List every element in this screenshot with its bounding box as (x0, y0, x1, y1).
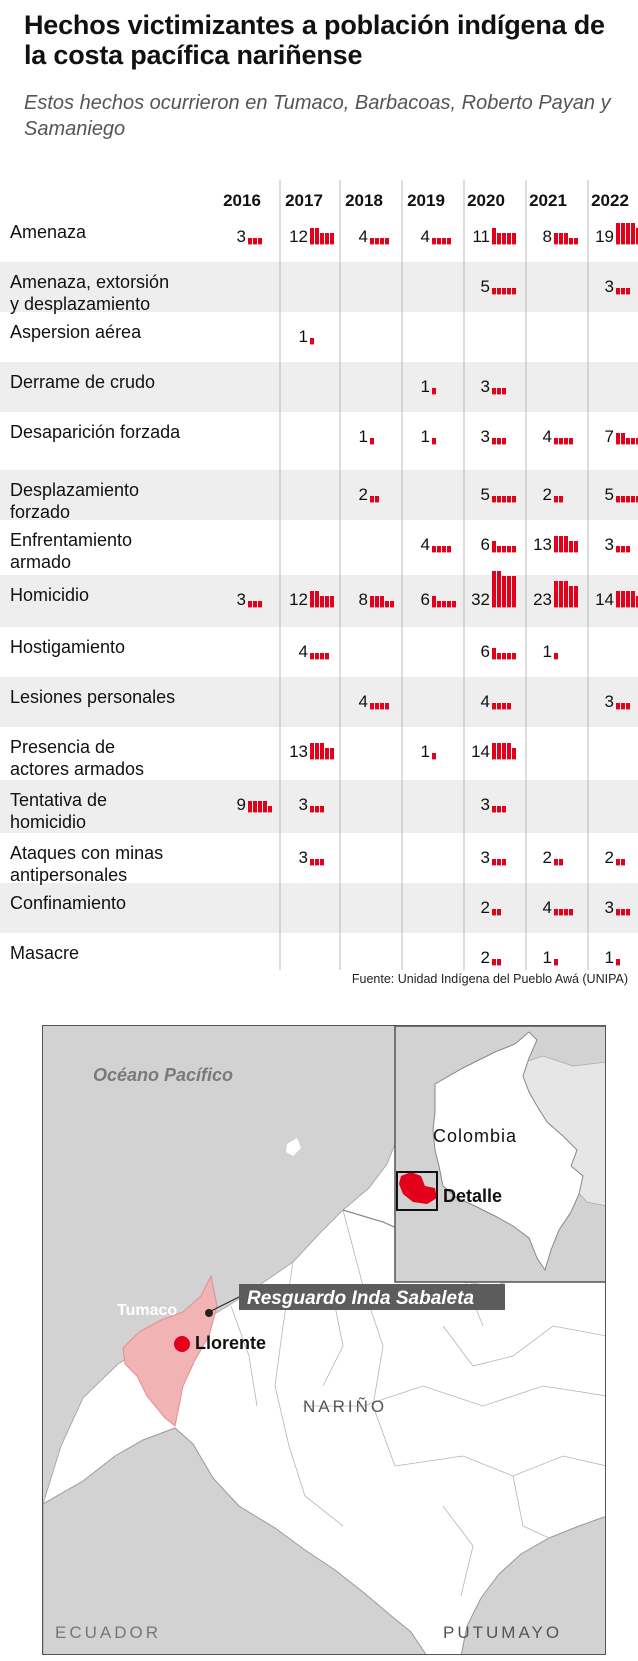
event-square (631, 223, 635, 229)
event-square (380, 596, 384, 602)
row-label: Ataques con minas (10, 843, 164, 863)
event-square (631, 438, 635, 444)
event-square (574, 238, 578, 244)
event-square (380, 238, 384, 244)
event-square (569, 909, 573, 915)
event-square (492, 743, 496, 749)
event-square (569, 238, 573, 244)
event-square (507, 546, 511, 552)
event-square (325, 596, 329, 602)
event-square (564, 233, 568, 239)
event-square (315, 653, 319, 659)
event-square (315, 228, 319, 234)
event-square (253, 801, 257, 807)
event-square (432, 596, 436, 602)
event-square (559, 438, 563, 444)
event-square (442, 546, 446, 552)
event-square (370, 596, 374, 602)
cell-value: 8 (358, 590, 368, 609)
event-square (621, 288, 625, 294)
event-square (492, 959, 496, 965)
event-square (385, 703, 389, 709)
event-square (315, 743, 319, 749)
event-square (263, 801, 267, 807)
event-square (626, 223, 630, 229)
event-square (616, 496, 620, 502)
event-square (512, 653, 516, 659)
event-square (330, 596, 334, 602)
cell-value: 3 (480, 795, 490, 814)
event-square (497, 909, 501, 915)
row-label: armado (10, 552, 72, 572)
event-square (325, 653, 329, 659)
event-square (631, 591, 635, 597)
event-square (310, 338, 314, 344)
event-square (320, 233, 324, 239)
event-square (512, 233, 516, 239)
cell-value: 5 (480, 277, 490, 296)
event-square (370, 438, 374, 444)
event-square (315, 806, 319, 812)
cell-value: 3 (604, 692, 614, 711)
cell-value: 8 (542, 227, 552, 246)
row-label: antipersonales (10, 865, 128, 885)
row-label: Desaparición forzada (10, 422, 181, 442)
event-square (268, 806, 272, 812)
event-square (310, 653, 314, 659)
event-square (564, 581, 568, 587)
event-square (370, 238, 374, 244)
event-square (432, 238, 436, 244)
event-square (375, 496, 379, 502)
event-square (447, 546, 451, 552)
event-square (385, 601, 389, 607)
cell-value: 3 (236, 590, 246, 609)
map-island (286, 1138, 301, 1156)
event-square (497, 959, 501, 965)
event-square (320, 806, 324, 812)
cell-value: 5 (604, 485, 614, 504)
event-square (492, 909, 496, 915)
event-square (554, 859, 558, 865)
event-square (248, 801, 252, 807)
event-square (512, 496, 516, 502)
event-square (432, 753, 436, 759)
event-square (502, 743, 506, 749)
event-square (564, 536, 568, 542)
event-square (512, 288, 516, 294)
event-square (554, 233, 558, 239)
event-square (569, 586, 573, 592)
event-square (310, 806, 314, 812)
cell-value: 4 (298, 642, 308, 661)
event-square (497, 743, 501, 749)
year-label: 2018 (345, 191, 383, 210)
event-square (248, 601, 252, 607)
event-square (621, 496, 625, 502)
row-label: Confinamiento (10, 893, 127, 913)
event-square (325, 233, 329, 239)
row-label: Enfrentamiento (10, 530, 133, 550)
event-square (502, 546, 506, 552)
event-square (310, 591, 314, 597)
row-label: homicidio (10, 812, 87, 832)
cell-value: 4 (358, 227, 368, 246)
resguardo-point (205, 1309, 213, 1317)
cell-value: 2 (480, 898, 490, 917)
event-square (626, 496, 630, 502)
event-square (559, 581, 563, 587)
event-square (432, 546, 436, 552)
event-square (569, 438, 573, 444)
event-square (380, 703, 384, 709)
year-label: 2017 (285, 191, 323, 210)
event-square (564, 909, 568, 915)
event-square (497, 571, 501, 577)
cell-value: 2 (542, 848, 552, 867)
event-square (370, 496, 374, 502)
cell-value: 32 (471, 590, 490, 609)
event-square (325, 748, 329, 754)
cell-value: 1 (542, 948, 552, 967)
cell-value: 9 (236, 795, 246, 814)
event-square (492, 541, 496, 547)
cell-value: 1 (420, 742, 430, 761)
event-square (497, 546, 501, 552)
event-square (432, 438, 436, 444)
event-square (497, 388, 501, 394)
event-square (512, 748, 516, 754)
llorente-label: Llorente (195, 1333, 267, 1353)
row-label: Masacre (10, 943, 80, 963)
cell-value: 3 (236, 227, 246, 246)
event-square (626, 546, 630, 552)
event-square (502, 653, 506, 659)
event-square (370, 703, 374, 709)
inset-country-label: Colombia (433, 1126, 518, 1146)
row-label: Desplazamiento (10, 480, 140, 500)
event-square (492, 288, 496, 294)
cell-value: 1 (542, 642, 552, 661)
event-square (320, 743, 324, 749)
event-square (502, 859, 506, 865)
year-label: 2022 (591, 191, 629, 210)
cell-value: 4 (542, 898, 552, 917)
event-square (502, 438, 506, 444)
event-square (497, 496, 501, 502)
cell-value: 3 (604, 277, 614, 296)
event-square (258, 801, 262, 807)
event-square (616, 288, 620, 294)
cell-value: 1 (420, 427, 430, 446)
event-square (616, 223, 620, 229)
event-square (497, 233, 501, 239)
cell-value: 2 (604, 848, 614, 867)
cell-value: 3 (480, 427, 490, 446)
event-square (253, 601, 257, 607)
event-square (492, 859, 496, 865)
cell-value: 2 (480, 948, 490, 967)
ocean-label: Océano Pacífico (93, 1065, 234, 1085)
event-square (492, 806, 496, 812)
row-label: Tentativa de (10, 790, 108, 810)
cell-value: 4 (420, 535, 430, 554)
event-square (452, 601, 456, 607)
event-square (507, 576, 511, 582)
cell-value: 1 (358, 427, 368, 446)
chart-title: Hechos victimizantes a población indígena de la costa pacífica nariñense (24, 10, 605, 70)
event-square (621, 859, 625, 865)
cell-value: 5 (480, 485, 490, 504)
event-square (554, 536, 558, 542)
cell-value: 6 (420, 590, 430, 609)
cell-value: 3 (480, 848, 490, 867)
event-square (631, 496, 635, 502)
putumayo-label: PUTUMAYO (443, 1623, 563, 1642)
event-square (559, 536, 563, 542)
event-square (447, 601, 451, 607)
event-square (442, 238, 446, 244)
event-square (492, 571, 496, 577)
event-square (554, 653, 558, 659)
event-square (437, 546, 441, 552)
event-square (621, 433, 625, 439)
event-square (626, 288, 630, 294)
resguardo-label: Resguardo Inda Sabaleta (247, 1288, 475, 1309)
cell-value: 6 (480, 535, 490, 554)
location-map (43, 1026, 606, 1655)
row-label: Hostigamiento (10, 637, 126, 657)
event-square (497, 288, 501, 294)
llorente-marker (174, 1336, 190, 1352)
event-square (320, 859, 324, 865)
tumaco-label: Tumaco (117, 1302, 178, 1319)
cell-value: 3 (298, 795, 308, 814)
event-square (621, 591, 625, 597)
event-square (616, 909, 620, 915)
cell-value: 19 (595, 227, 614, 246)
row-label: Lesiones personales (10, 687, 176, 707)
cell-value: 12 (289, 590, 308, 609)
row-label: Amenaza (10, 222, 87, 242)
event-square (626, 909, 630, 915)
cell-value: 13 (533, 535, 552, 554)
event-square (502, 703, 506, 709)
cell-value: 3 (480, 377, 490, 396)
event-square (569, 541, 573, 547)
event-square (616, 433, 620, 439)
cell-value: 4 (420, 227, 430, 246)
year-label: 2020 (467, 191, 505, 210)
event-square (559, 233, 563, 239)
event-square (437, 601, 441, 607)
event-square (559, 496, 563, 502)
event-square (390, 601, 394, 607)
event-square (492, 703, 496, 709)
event-square (502, 576, 506, 582)
event-square (375, 238, 379, 244)
source-note: Fuente: Unidad Indígena del Pueblo Awá (UNIPA) (351, 972, 628, 986)
row-label: Homicidio (10, 585, 90, 605)
event-square (258, 238, 262, 244)
event-square (492, 648, 496, 654)
cell-value: 1 (298, 327, 308, 346)
event-square (574, 541, 578, 547)
event-square (621, 546, 625, 552)
cell-value: 6 (480, 642, 490, 661)
cell-value: 2 (542, 485, 552, 504)
event-square (626, 591, 630, 597)
event-square (626, 438, 630, 444)
cell-value: 4 (480, 692, 490, 711)
event-square (621, 223, 625, 229)
event-square (253, 238, 257, 244)
event-square (442, 601, 446, 607)
event-square (492, 228, 496, 234)
event-square (626, 703, 630, 709)
event-square (330, 748, 334, 754)
year-label: 2016 (223, 191, 261, 210)
event-square (497, 438, 501, 444)
row-label: Amenaza, extorsión (10, 272, 170, 292)
event-square (497, 806, 501, 812)
event-square (497, 653, 501, 659)
row-label: Presencia de (10, 737, 116, 757)
cell-value: 3 (604, 535, 614, 554)
event-square (507, 703, 511, 709)
event-square (320, 596, 324, 602)
chart-subtitle: Estos hechos ocurrieron en Tumaco, Barbacoas, Roberto Payan y Samaniego (24, 92, 611, 140)
row-label: y desplazamiento (10, 294, 151, 314)
event-square (574, 586, 578, 592)
cell-value: 1 (420, 377, 430, 396)
event-square (616, 859, 620, 865)
event-square (375, 703, 379, 709)
event-square (616, 546, 620, 552)
event-square (497, 703, 501, 709)
event-square (502, 233, 506, 239)
event-square (512, 546, 516, 552)
event-square (512, 576, 516, 582)
cell-value: 12 (289, 227, 308, 246)
event-square (447, 238, 451, 244)
row-label: actores armados (10, 759, 145, 779)
event-square (492, 388, 496, 394)
event-square (330, 233, 334, 239)
event-square (554, 581, 558, 587)
event-square (320, 653, 324, 659)
event-square (616, 591, 620, 597)
cell-value: 14 (471, 742, 490, 761)
event-square (564, 438, 568, 444)
event-square (385, 238, 389, 244)
event-square (559, 859, 563, 865)
cell-value: 4 (542, 427, 552, 446)
event-square (492, 496, 496, 502)
event-square (554, 959, 558, 965)
cell-value: 1 (604, 948, 614, 967)
event-square (507, 288, 511, 294)
cell-value: 7 (604, 427, 614, 446)
cell-value: 23 (533, 590, 552, 609)
event-square (315, 591, 319, 597)
event-square (248, 238, 252, 244)
ecuador-label: ECUADOR (55, 1623, 162, 1642)
event-square (258, 601, 262, 607)
event-square (621, 703, 625, 709)
event-square (554, 438, 558, 444)
year-label: 2019 (407, 191, 445, 210)
row-label: forzado (10, 502, 71, 522)
cell-value: 11 (472, 227, 490, 246)
event-square (616, 959, 620, 965)
event-square (497, 859, 501, 865)
event-square (559, 909, 563, 915)
event-square (310, 228, 314, 234)
cell-value: 3 (604, 898, 614, 917)
event-square (621, 909, 625, 915)
narino-label: NARIÑO (303, 1397, 388, 1416)
event-square (616, 703, 620, 709)
event-square (554, 909, 558, 915)
cell-value: 3 (298, 848, 308, 867)
event-square (492, 438, 496, 444)
event-square (502, 388, 506, 394)
cell-value: 2 (358, 485, 368, 504)
cell-value: 14 (595, 590, 614, 609)
event-square (507, 233, 511, 239)
cell-value: 4 (358, 692, 368, 711)
event-square (507, 743, 511, 749)
event-square (437, 238, 441, 244)
inset-map (395, 1026, 606, 1282)
event-square (507, 496, 511, 502)
event-square (554, 496, 558, 502)
cell-value: 13 (289, 742, 308, 761)
row-label: Aspersion aérea (10, 322, 142, 342)
event-square (432, 388, 436, 394)
year-label: 2021 (529, 191, 567, 210)
row-label: Derrame de crudo (10, 372, 156, 392)
event-square (310, 859, 314, 865)
inset-detail-label: Detalle (443, 1186, 503, 1206)
event-square (507, 653, 511, 659)
event-square (315, 859, 319, 865)
event-square (310, 743, 314, 749)
event-square (502, 288, 506, 294)
event-square (375, 596, 379, 602)
map-panel (42, 1025, 606, 1655)
event-square (502, 806, 506, 812)
event-square (502, 496, 506, 502)
